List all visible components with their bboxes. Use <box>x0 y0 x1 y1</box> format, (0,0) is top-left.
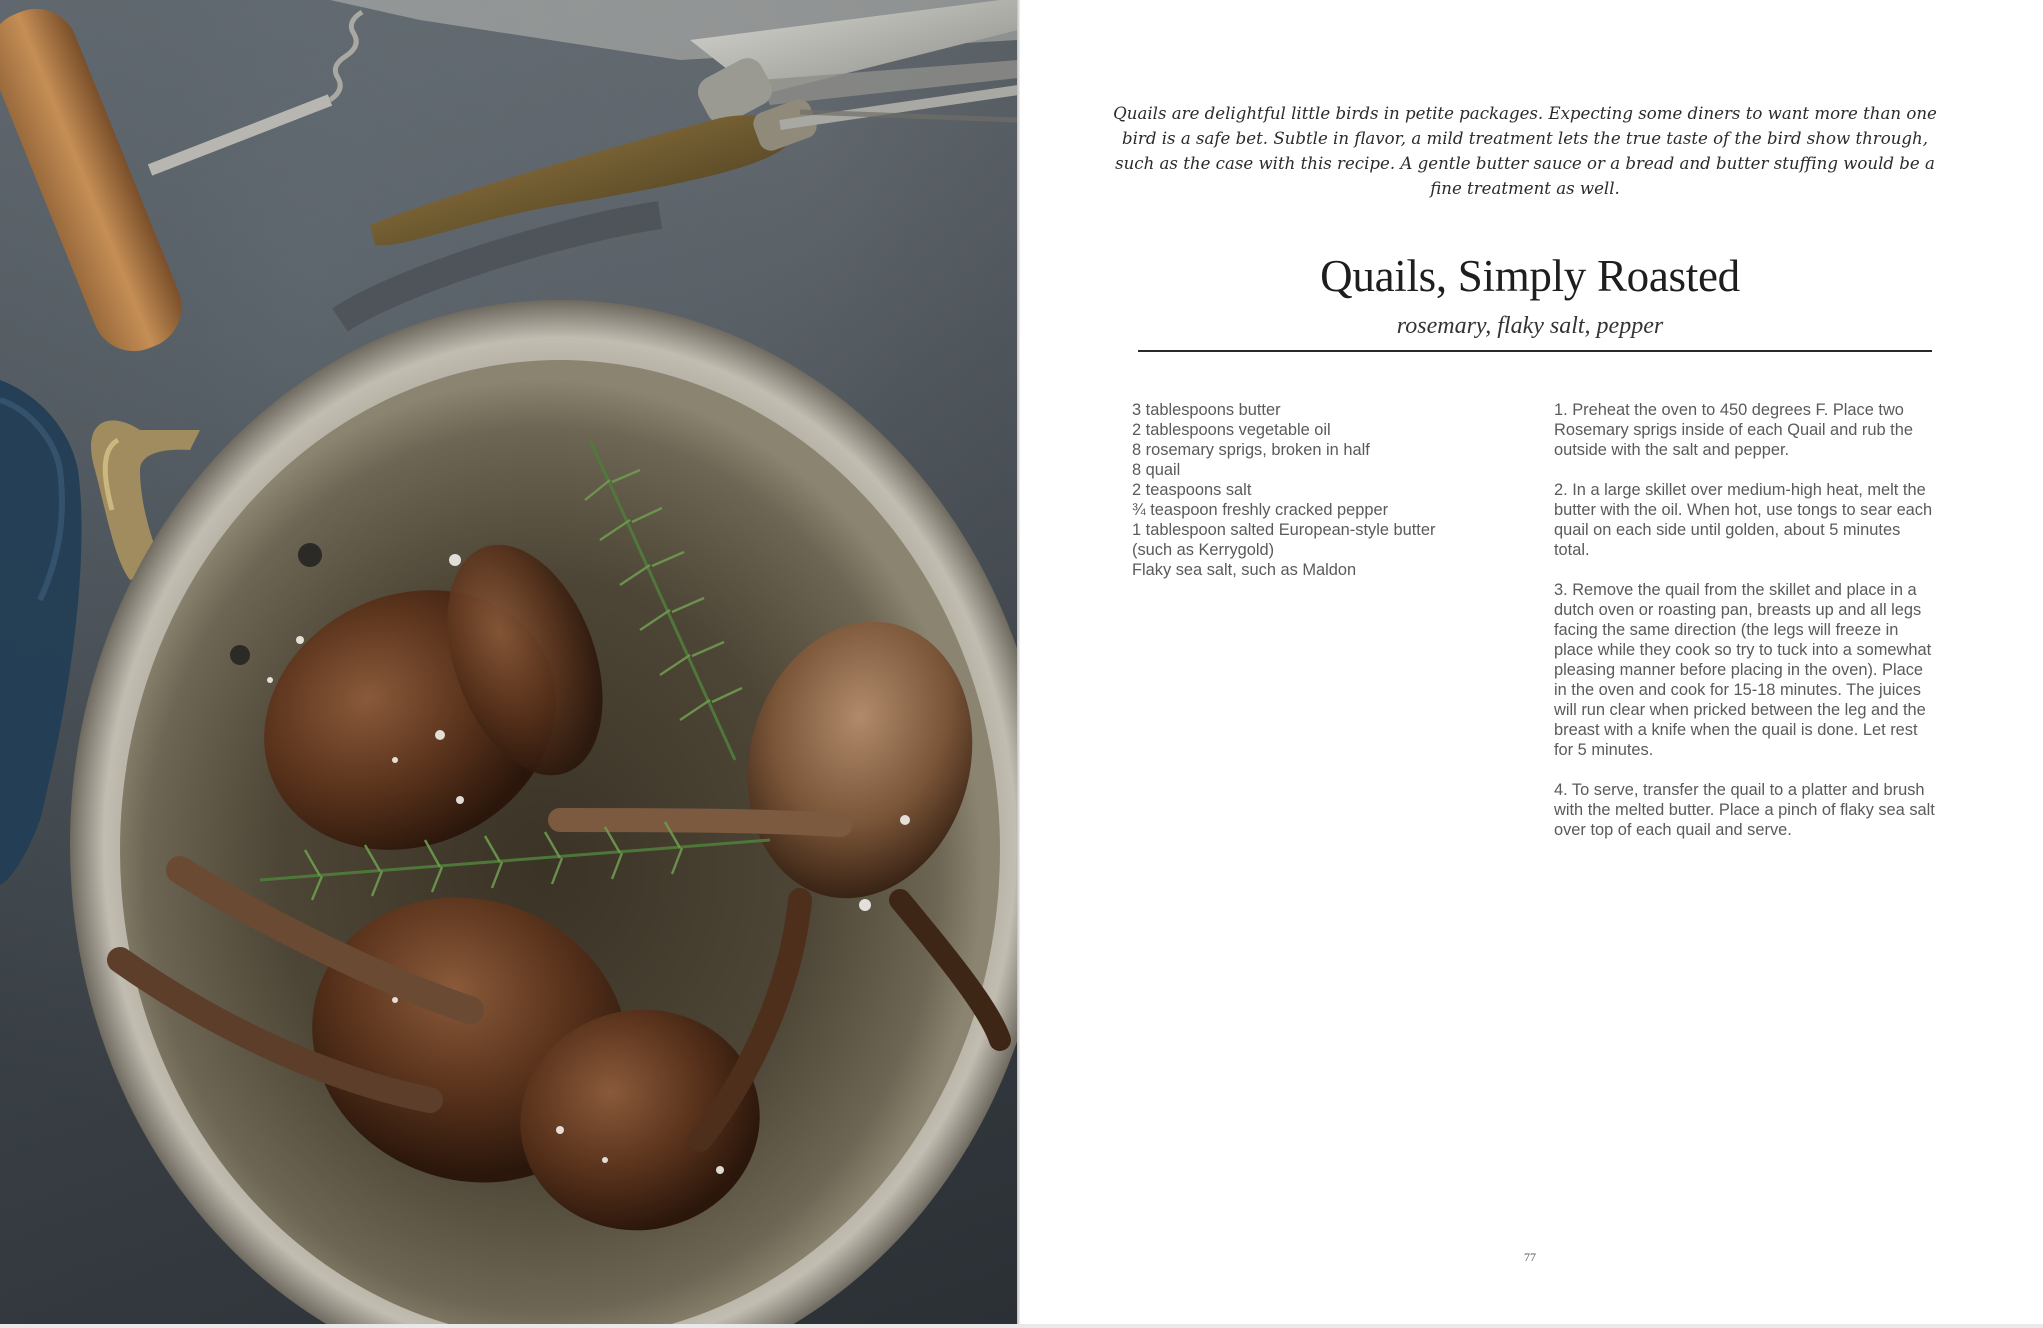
ingredients-list <box>1132 400 1492 580</box>
ingredient-item: 8 quail <box>1132 461 1181 479</box>
method-step: 4. To serve, transfer the quail to a platter and brush with the melted butter. Place a pinch of flaky sea salt over top of each quail and serve. <box>1554 781 1935 839</box>
recipe-title: Quails, Simply Roasted <box>1320 251 1740 301</box>
page-gutter <box>1017 0 1020 1324</box>
roasted-quail-photo <box>0 0 1018 1324</box>
method-step: 3. Remove the quail from the skillet and place in a dutch oven or roasting pan, breasts up and all legs facing the same direction (the legs will freeze in place while they cook so try to tuck into a somewhat pleasing manner before placing in the oven). Place in the oven and cook for 15-18 minutes. The juices will run clear when pricked between the leg and the breast with a knife when the quail is done. Let rest for 5 minutes. <box>1554 581 1932 759</box>
ingredient-item: 3 tablespoons butter <box>1132 401 1281 419</box>
ingredient-item: 1 tablespoon salted European-style butter <box>1132 521 1436 539</box>
recipe-subtitle: rosemary, flaky salt, pepper <box>1396 313 1664 339</box>
ingredient-item: ¾ teaspoon freshly cracked pepper <box>1132 501 1389 519</box>
title-divider <box>1138 350 1932 352</box>
method-steps <box>1554 400 1939 860</box>
method-step: 2. In a large skillet over medium-high heat, melt the butter with the oil. When hot, use tongs to sear each quail on each side until golden, about 5 minutes total. <box>1554 481 1933 559</box>
method-step: 1. Preheat the oven to 450 degrees F. Place two Rosemary sprigs inside of each Quail and rub the outside with the salt and pepper. <box>1554 401 1913 459</box>
page-bottom-edge <box>0 1324 2043 1328</box>
ingredient-item: 2 teaspoons salt <box>1132 481 1252 499</box>
ingredient-item: 2 tablespoons vegetable oil <box>1132 421 1331 439</box>
ingredient-item: Flaky sea salt, such as Maldon <box>1132 561 1357 579</box>
ingredient-item: (such as Kerrygold) <box>1132 541 1275 559</box>
recipe-intro: Quails are delightful little birds in petite packages. Expecting some diners to want more than one bird is a safe bet. Subtle in flavor, a mild treatment lets the true taste of the bird show through, such as the case with this recipe. A gentle butter sauce or a bread and butter stuffing would be a fine treatment as well. <box>1113 103 1937 198</box>
ingredient-item: 8 rosemary sprigs, broken in half <box>1132 441 1370 459</box>
photo-illustration <box>0 0 1018 1324</box>
page-number: 77 <box>1524 1250 1536 1264</box>
